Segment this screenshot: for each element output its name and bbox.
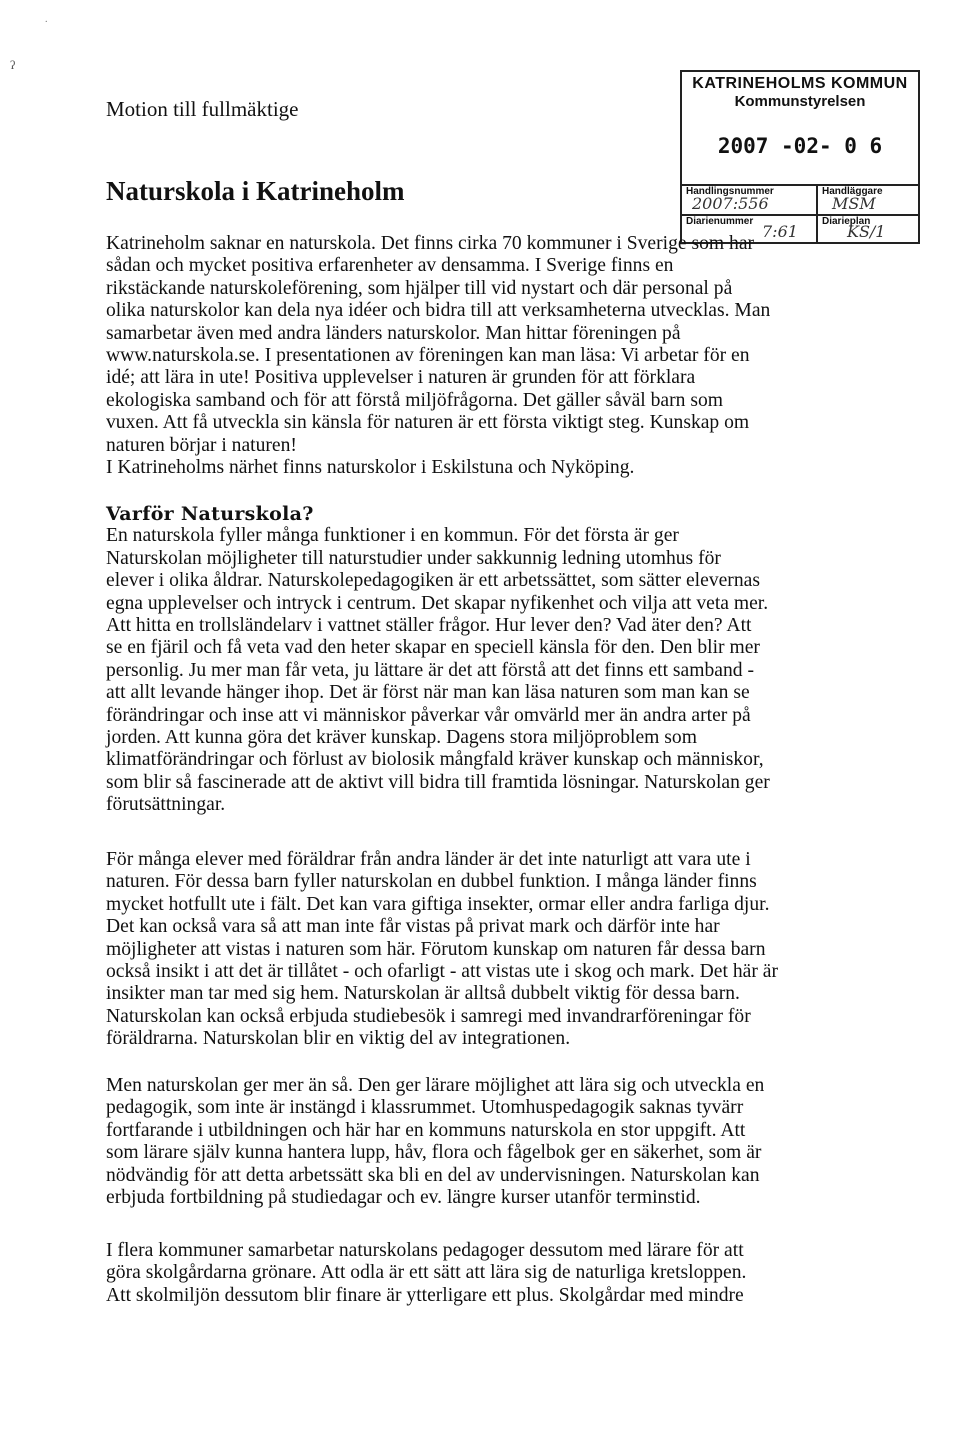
text-line: förutsättningar. [106,794,226,816]
text-line: insikter man tar med sig hem. Naturskolan är alltså dubbelt viktig för dessa barn. [106,983,740,1005]
text-line: pedagogik, som inte är instängd i klassrummet. Utomhuspedagogik saknas tyvärr [106,1097,744,1119]
text-line: idé; att lära in ute! Positiva upplevelser i naturen är grunden för att förklara [106,367,696,389]
paragraph-integration [106,849,896,1051]
text-line: egna upplevelser och intryck i centrum. Det skapar nyfikenhet och vilja att veta mer. [106,592,769,614]
text-line: se en fjäril och få veta vad den heter skapar en speciell känsla för den. Den blir mer [106,637,760,659]
text-line: förändringar och inse att vi människor påverkar vår omvärld mer än andra arter på [106,704,751,726]
text-line: göra skolgårdarna grönare. Att odla är ett sätt att lära sig de naturliga kretsloppen. [106,1262,747,1284]
text-line: naturen. För dessa barn fyller naturskolan en dubbel funktion. I många länder finns [106,871,757,893]
stamp-department: Kommunstyrelsen [734,93,866,110]
text-line: Naturskolan möjligheter till naturstudier under sakkunnig ledning utomhus för [106,547,721,569]
text-line: Men naturskolan ger mer än så. Den ger lärare möjlighet att lära sig och utveckla en [106,1075,765,1096]
paragraph-teachers [106,1075,896,1209]
text-line: Naturskolan kan också erbjuda studiebesök i samregi med invandrarföreningar för [106,1005,751,1027]
text-line: Det kan också vara så att man inte får vistas på privat mark och därför inte har [106,916,720,938]
paragraph-intro [106,233,896,479]
stamp-field-diarieplan: Diarieplan [822,216,871,227]
document-title: Naturskola i Katrineholm [106,176,405,206]
text-line: Att hitta en trollsländelarv i vattnet ställer frågor. Hur lever den? Vad äter den? Att [106,615,752,637]
text-line: personlig. Ju mer man får veta, ju lättare är det att förstå att det finns ett samband - [106,659,755,681]
text-line: En naturskola fyller många funktioner i en kommun. För det första är ger [106,525,679,547]
scan-dot: . [45,14,48,25]
stamp-handwritten-diarieplan: KS/1 [847,222,886,241]
stamp-organization: KATRINEHOLMS KOMMUN [692,75,908,92]
text-line: olika naturskolor kan dela nya idéer och bidra till att verksamheterna utvecklas. Man [106,300,771,322]
section-heading: Varför Naturskola? [106,503,314,525]
stamp-field-handlaggare: Handläggare [822,186,883,197]
text-line: erbjuda fortbildning på studiedagar och ev. längre kurser utanför terminstid. [106,1187,701,1209]
text-line: möjligheter att vistas i naturen som här. Förutom kunskap om naturen får dessa barn [106,938,766,960]
text-line: För många elever med föräldrar från andra länder är det inte naturligt att vara ute i [106,849,751,870]
document-type-label: Motion till fullmäktige [106,97,299,121]
text-line: vuxen. Att få utveckla sin känsla för naturen är ett första viktigt steg. Kunskap om [106,412,750,434]
text-line: nödvändig för att detta arbetssätt ska bli en del av undervisningen. Naturskolan kan [106,1164,760,1186]
text-line: föräldrarna. Naturskolan blir en viktig del av integrationen. [106,1028,571,1050]
text-line: sådan och mycket positiva erfarenheter av densamma. I Sverige finns en [106,255,674,277]
text-line: samarbetar även med andra länders naturskolor. Man hittar föreningen på [106,322,681,344]
scan-mark: ʔ [10,58,16,72]
text-line: rikstäckande naturskoleförening, som hjälper till vid nystart och där personal på [106,277,733,299]
section-varfor-naturskola [106,503,896,817]
text-line: Katrineholm saknar en naturskola. Det finns cirka 70 kommuner i Sverige som har [106,233,755,254]
stamp-field-handlingsnummer: Handlingsnummer [686,186,774,197]
stamp-date: 2007 -02- 0 6 [717,134,883,158]
text-line: I Katrineholms närhet finns naturskolor i Eskilstuna och Nyköping. [106,457,635,479]
stamp-handwritten-handlingsnummer: 2007:556 [692,194,769,213]
text-line: att allt levande hänger ihop. Det är först när man kan läsa naturen som man kan se [106,682,750,704]
text-line: elever i olika åldrar. Naturskolepedagogiken är ett arbetssättet, som sätter elevernas [106,570,760,592]
text-line: fortfarande i utbildningen och här har en kommuns naturskola en stor uppgift. Att [106,1119,746,1141]
text-line: som lärare själv kunna hantera lupp, håv, flora och fågelbok ger en säkerhet, som är [106,1142,762,1164]
text-line: www.naturskola.se. I presentationen av föreningen kan man läsa: Vi arbetar för en [106,345,750,367]
text-line: också insikt i att det är tillåtet - och ofarligt - att vistas ute i skog och mark. Det här är [106,961,778,983]
stamp-handwritten-handlaggare: MSM [832,194,876,213]
text-line: Att skolmiljön dessutom blir finare är ytterligare ett plus. Skolgårdar med mindre [106,1284,744,1306]
registration-stamp [680,70,920,244]
text-line: I flera kommuner samarbetar naturskolans pedagoger dessutom med lärare för att [106,1240,744,1261]
text-line: naturen börjar i naturen! [106,434,297,456]
text-line: jorden. Att kunna göra det kräver kunskap. Dagens stora miljöproblem som [106,727,697,749]
text-line: som blir så fascinerade att de aktivt vill bidra till framtida lösningar. Naturskolan ger [106,771,770,793]
text-line: mycket hotfullt ute i fält. Det kan vara giftiga insekter, ormar eller andra farliga djur. [106,893,770,915]
paragraph-schoolyards [106,1240,896,1307]
stamp-handwritten-diarienummer: 7:61 [762,222,798,241]
stamp-field-diarienummer: Diarienummer [686,216,754,227]
text-line: klimatförändringar och förlust av biolosik mångfald kräver kunskap och människor, [106,749,764,771]
text-line: ekologiska samband och för att förstå miljöfrågorna. Det gäller såväl barn som [106,389,724,411]
